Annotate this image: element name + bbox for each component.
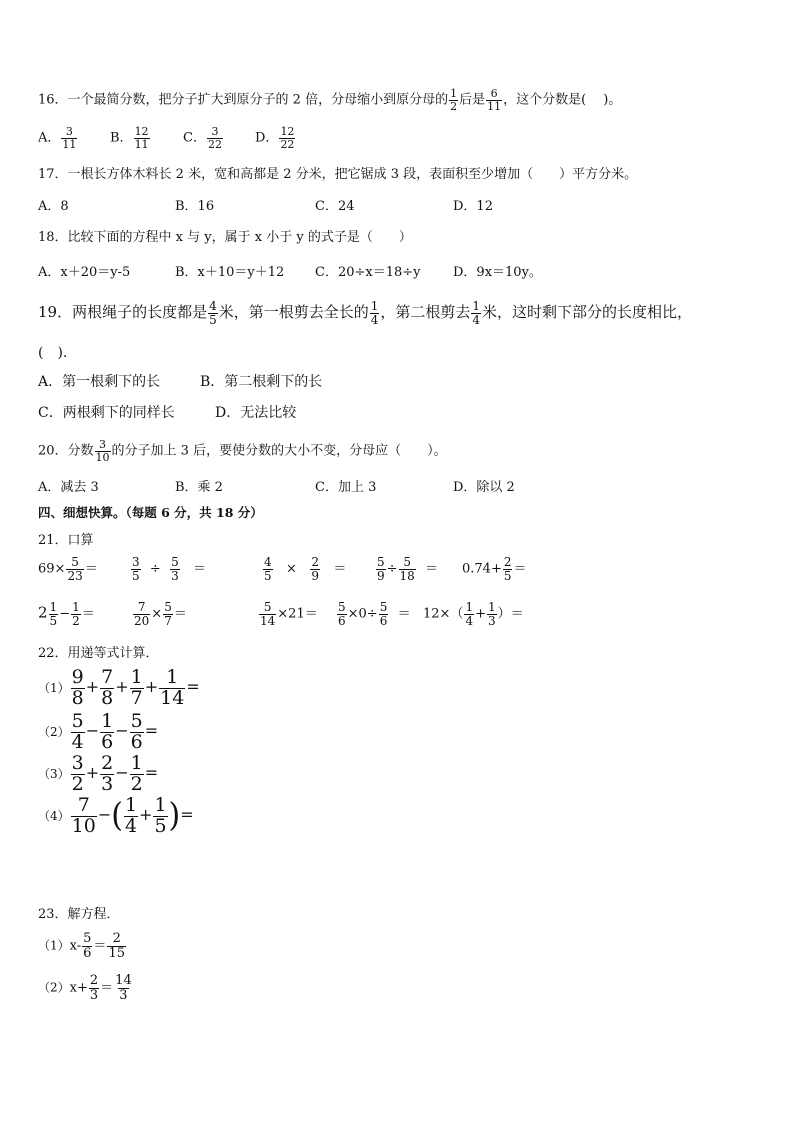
q21-expr-1: 69× $\frac{5}{23}$ ＝ xyxy=(38,555,98,583)
q22-title: 22．用递等式计算． xyxy=(38,646,159,661)
q19-fraction-1-4-b: $\frac{1}{4}$ xyxy=(472,299,481,327)
q16-text-c: ，这个分数是( )。 xyxy=(503,92,622,108)
q21-expr-5: 0.74+ $\frac{2}{5}$ ＝ xyxy=(462,555,527,583)
q18-option-b[interactable]: B．x＋10＝y＋12 xyxy=(175,265,285,280)
q16-text-a: 16．一个最简分数，把分子扩大到原分子的 2 倍，分母缩小到原分母的 xyxy=(38,92,449,108)
q17-stem: 17．一根长方体木料长 2 米，宽和高都是 2 分米，把它锯成 3 段，表面积至少增加（ ）平方分米。 xyxy=(38,167,638,182)
q23-item-2: （2）x+ $\frac{2}{3}$ ＝ $\frac{14}{3}$ xyxy=(38,973,132,1003)
q22-item-4: （4） $\frac{7}{10}$ −( $\frac{1}{4}$ + $\frac{1}{5}$ )= xyxy=(38,794,194,837)
q21-title: 21．口算 xyxy=(38,533,94,548)
q23-title: 23．解方程． xyxy=(38,907,120,922)
q20-option-b[interactable]: B．乘 2 xyxy=(175,480,223,495)
q22-item-2: （2） $\frac{5}{4}$ − $\frac{1}{6}$ − $\frac{5}{6}$ = xyxy=(38,710,159,753)
q17-option-a[interactable]: A．8 xyxy=(38,199,69,214)
q16-option-c[interactable]: C． $\frac{3}{22}$ xyxy=(183,125,222,151)
q18-option-d[interactable]: D．9x＝10y。 xyxy=(453,265,542,280)
q16-stem xyxy=(38,88,621,112)
q18-option-a[interactable]: A．x＋20＝y-5 xyxy=(38,265,131,280)
q19-option-c[interactable]: C．两根剩下的同样长 xyxy=(38,405,175,421)
q19-blank: ( ). xyxy=(38,345,68,361)
q16-option-d[interactable]: D． $\frac{12}{22}$ xyxy=(255,125,295,151)
q22-item-1: （1） $\frac{9}{8}$ + $\frac{7}{8}$ + $\frac{1}{7}$ + $\frac{1}{14}$ = xyxy=(38,666,200,709)
q16-option-a[interactable]: A． $\frac{3}{11}$ xyxy=(38,125,77,151)
q20-fraction-3-10: $\frac{3}{10}$ xyxy=(95,438,110,464)
q21-expr-6: 2 $\frac{1}{5}$ − $\frac{1}{2}$ ＝ xyxy=(38,600,95,628)
q19-option-a[interactable]: A．第一根剩下的长 xyxy=(38,374,161,390)
q16-text-b: 后是 xyxy=(459,92,486,108)
q17-option-d[interactable]: D．12 xyxy=(453,199,493,214)
q16-option-b[interactable]: B． $\frac{12}{11}$ xyxy=(110,125,149,151)
q16-fraction-half: $\frac{1}{2}$ xyxy=(450,87,458,113)
q21-expr-9: $\frac{5}{6}$ ×0÷ $\frac{5}{6}$ ＝ xyxy=(338,600,411,628)
q21-expr-3: $\frac{4}{5}$ × $\frac{2}{9}$ ＝ xyxy=(264,555,347,583)
q20-option-c[interactable]: C．加上 3 xyxy=(315,480,377,495)
q17-option-b[interactable]: B．16 xyxy=(175,199,215,214)
q19-option-b[interactable]: B．第二根剩下的长 xyxy=(200,374,323,390)
q21-expr-8: $\frac{5}{14}$ ×21＝ xyxy=(260,600,318,628)
q18-option-c[interactable]: C．20÷x＝18÷y xyxy=(315,265,421,280)
q20-option-a[interactable]: A．减去 3 xyxy=(38,480,99,495)
q21-expr-2: $\frac{3}{5}$ ÷ $\frac{5}{3}$ ＝ xyxy=(132,555,207,583)
q19-fraction-4-5: $\frac{4}{5}$ xyxy=(209,299,217,327)
q21-expr-4: $\frac{5}{9}$ ÷ $\frac{5}{18}$ ＝ xyxy=(377,555,439,583)
q17-option-c[interactable]: C．24 xyxy=(315,199,355,214)
q21-expr-10: 12×（ $\frac{1}{4}$ + $\frac{1}{3}$ ）＝ xyxy=(423,600,524,628)
q21-expr-7: $\frac{7}{20}$ × $\frac{5}{7}$ ＝ xyxy=(134,600,187,628)
section-4-heading: 四、细想快算。（每题 6 分，共 18 分） xyxy=(38,505,263,520)
q19-option-d[interactable]: D．无法比较 xyxy=(215,405,297,421)
q20-option-d[interactable]: D．除以 2 xyxy=(453,480,515,495)
q22-item-3: （3） $\frac{3}{2}$ + $\frac{2}{3}$ − $\frac{1}{2}$ = xyxy=(38,752,159,795)
q19-fraction-1-4-a: $\frac{1}{4}$ xyxy=(370,299,379,327)
q23-item-1: （1）x- $\frac{5}{6}$ ＝ $\frac{2}{15}$ xyxy=(38,931,125,961)
q20-stem: 20．分数 $\frac{3}{10}$ 的分子加上 3 后，要使分数的大小不变，分母应（ ）。 xyxy=(38,438,447,464)
q19-stem: 19．两根绳子的长度都是 $\frac{4}{5}$ 米，第一根剪去全长的 $\frac{1}{4}$ ，第二根剪去 $\frac{1}{4}$ 米，这时剩下部分的长度相比， xyxy=(38,299,693,327)
q18-stem: 18．比较下面的方程中 x 与 y，属于 x 小于 y 的式子是（ ） xyxy=(38,230,412,245)
q16-fraction-6-11: $\frac{6}{11}$ xyxy=(487,87,502,113)
